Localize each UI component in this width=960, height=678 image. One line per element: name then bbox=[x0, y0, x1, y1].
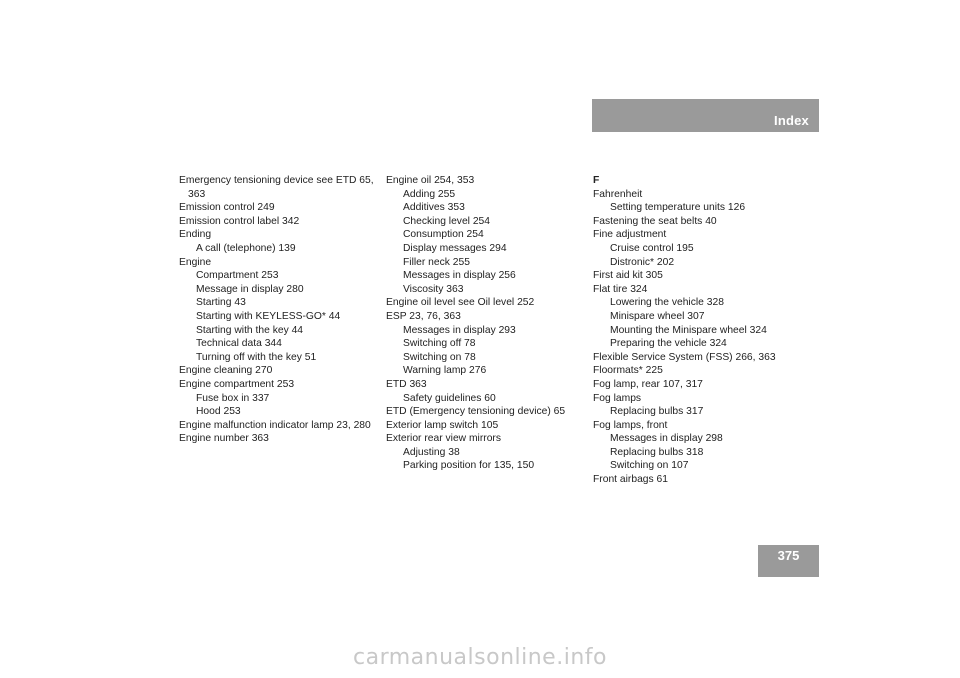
watermark: carmanualsonline.info bbox=[353, 645, 607, 670]
index-subentry: Distronic* 202 bbox=[610, 256, 675, 268]
index-subentry: Safety guidelines 60 bbox=[403, 392, 496, 404]
index-subentry: Compartment 253 bbox=[196, 270, 279, 282]
index-subentry: A call (telephone) 139 bbox=[196, 242, 296, 254]
index-entry: Fog lamps, front bbox=[593, 419, 668, 431]
index-subentry: Message in display 280 bbox=[196, 283, 304, 295]
page-number: 375 bbox=[777, 548, 800, 563]
index-subentry: Hood 253 bbox=[196, 406, 241, 418]
index-subentry: Messages in display 298 bbox=[610, 433, 723, 445]
index-subentry: Technical data 344 bbox=[196, 338, 282, 350]
index-entry: Engine oil level see Oil level 252 bbox=[386, 297, 535, 309]
index-entry: Fastening the seat belts 40 bbox=[593, 215, 717, 227]
index-entry: Fog lamp, rear 107, 317 bbox=[593, 378, 703, 390]
index-entry: Engine number 363 bbox=[179, 433, 269, 445]
index-entry: Engine malfunction indicator lamp 23, 280 bbox=[179, 419, 371, 431]
index-subentry: Display messages 294 bbox=[403, 242, 507, 254]
index-entry: Flexible Service System (FSS) 266, 363 bbox=[593, 351, 776, 363]
index-subentry: Adjusting 38 bbox=[403, 446, 460, 458]
index-subentry: Switching on 107 bbox=[610, 460, 689, 472]
index-entry: First aid kit 305 bbox=[593, 270, 663, 282]
index-subentry: Turning off with the key 51 bbox=[196, 351, 317, 363]
index-subentry: Cruise control 195 bbox=[610, 242, 694, 254]
index-subentry: Parking position for 135, 150 bbox=[403, 460, 535, 472]
index-subentry: Preparing the vehicle 324 bbox=[610, 338, 727, 350]
index-subentry: Additives 353 bbox=[403, 202, 465, 214]
index-subentry: Starting 43 bbox=[196, 297, 246, 309]
index-subentry: Starting with KEYLESS-GO* 44 bbox=[196, 310, 341, 322]
index-subentry: Consumption 254 bbox=[403, 229, 484, 241]
index-subentry: Minispare wheel 307 bbox=[610, 310, 705, 322]
index-subentry: Checking level 254 bbox=[403, 215, 491, 227]
index-subentry: Messages in display 256 bbox=[403, 270, 516, 282]
index-entry: Engine cleaning 270 bbox=[179, 365, 273, 377]
index-subentry: Warning lamp 276 bbox=[403, 365, 487, 377]
index-entry: Floormats* 225 bbox=[593, 365, 663, 377]
index-entry: Exterior rear view mirrors bbox=[386, 433, 501, 445]
index-entry: Engine oil 254, 353 bbox=[386, 175, 475, 186]
index-entry: Fahrenheit bbox=[593, 188, 643, 200]
index-entry: Front airbags 61 bbox=[593, 474, 668, 486]
index-column-2 bbox=[386, 174, 591, 473]
index-subentry: Mounting the Minispare wheel 324 bbox=[610, 324, 767, 336]
index-subentry: Starting with the key 44 bbox=[196, 324, 304, 336]
index-subentry: Filler neck 255 bbox=[403, 256, 470, 268]
index-entry: Engine bbox=[179, 256, 212, 268]
index-subentry: Lowering the vehicle 328 bbox=[610, 297, 724, 309]
page-number-box bbox=[758, 545, 819, 577]
index-subentry: Switching off 78 bbox=[403, 338, 476, 350]
index-entry: Fine adjustment bbox=[593, 229, 667, 241]
index-entry: Engine compartment 253 bbox=[179, 378, 295, 390]
index-entry-continuation: 363 bbox=[188, 188, 206, 200]
index-entry: Ending bbox=[179, 229, 212, 241]
section-header-bar bbox=[592, 99, 819, 132]
index-entry: Exterior lamp switch 105 bbox=[386, 419, 499, 431]
index-subentry: Messages in display 293 bbox=[403, 324, 516, 336]
index-entry: Fog lamps bbox=[593, 392, 642, 404]
index-entry: ESP 23, 76, 363 bbox=[386, 310, 461, 322]
index-entry: Emergency tensioning device see ETD 65, bbox=[179, 175, 374, 186]
index-entry: ETD 363 bbox=[386, 378, 427, 390]
index-entry: Flat tire 324 bbox=[593, 283, 648, 295]
index-subentry: Replacing bulbs 317 bbox=[610, 406, 704, 418]
index-subentry: Setting temperature units 126 bbox=[610, 202, 746, 214]
index-subentry: Adding 255 bbox=[403, 188, 456, 200]
index-entry: ETD (Emergency tensioning device) 65 bbox=[386, 406, 566, 418]
index-subentry: Switching on 78 bbox=[403, 351, 476, 363]
section-title: Index bbox=[774, 113, 809, 128]
index-letter-heading: F bbox=[593, 175, 600, 186]
index-entry: Emission control label 342 bbox=[179, 215, 300, 227]
index-subentry: Viscosity 363 bbox=[403, 283, 464, 295]
index-column-3 bbox=[593, 174, 798, 487]
index-column-1 bbox=[179, 174, 384, 446]
index-entry: Emission control 249 bbox=[179, 202, 275, 214]
index-subentry: Replacing bulbs 318 bbox=[610, 446, 704, 458]
index-subentry: Fuse box in 337 bbox=[196, 392, 270, 404]
